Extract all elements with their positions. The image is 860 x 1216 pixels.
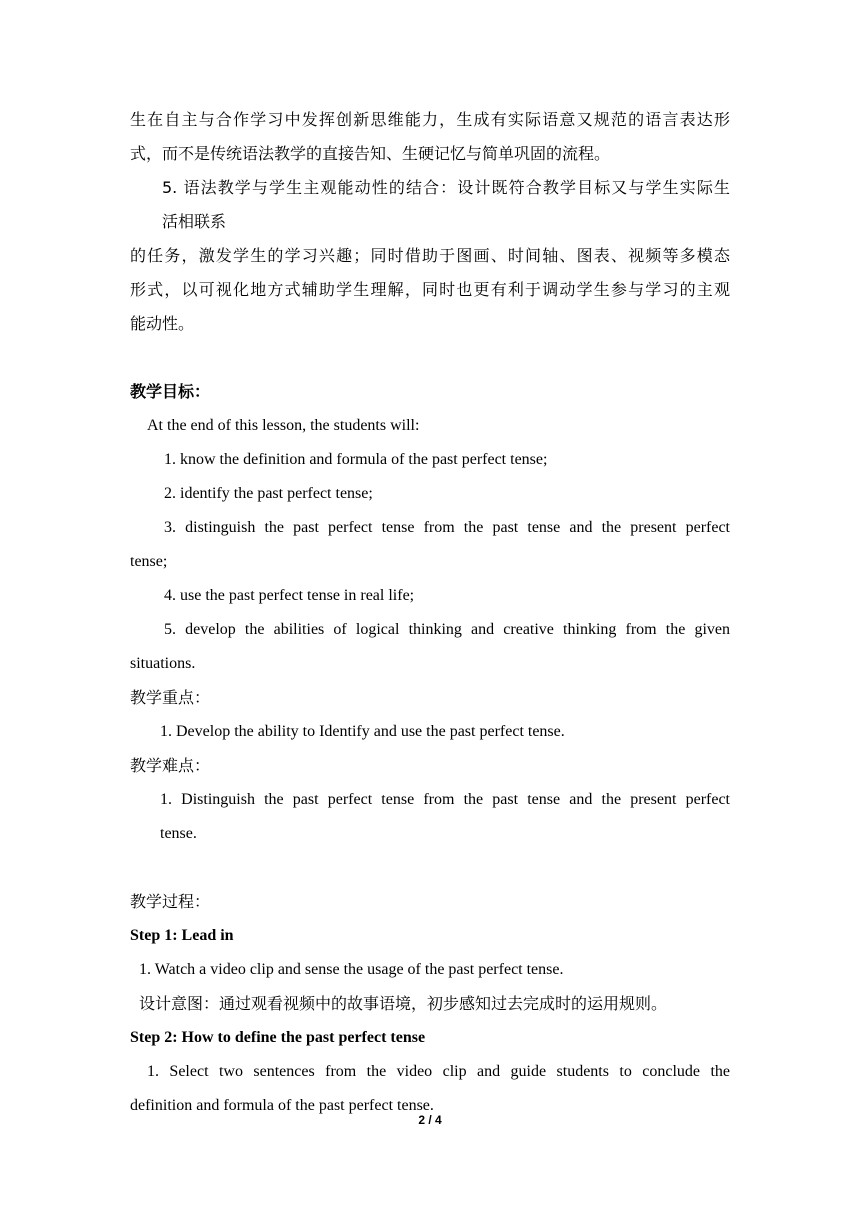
objectives-heading: 教学目标： [130,382,211,401]
key-point-item-1: 1. Develop the ability to Identify and use the past perfect tense. [160,723,565,740]
objective-item-5-a: 5. develop the abilities of logical thinking and creative thinking from the given [164,621,730,638]
objective-item-3-a: 3. distinguish the past perfect tense from the past tense and the present perfect [164,519,730,536]
process-heading: 教学过程： [130,892,211,911]
objective-item-3-b: tense; [130,553,168,570]
point5-line-e: 能动性。 [130,314,195,333]
objective-item-1: 1. know the definition and formula of the past perfect tense; [164,451,548,468]
key-points-heading: 教学重点： [130,688,211,707]
step1-design-intent: 设计意图：通过观看视频中的故事语境，初步感知过去完成时的运用规则。 [139,994,668,1013]
objective-item-2: 2. identify the past perfect tense; [164,485,373,502]
difficulties-heading: 教学难点： [130,756,211,775]
step2-item-b: definition and formula of the past perfect tense. [130,1097,434,1114]
intro-line-2: 式，而不是传统语法教学的直接告知、生硬记忆与简单巩固的流程。 [130,144,611,163]
objectives-lead: At the end of this lesson, the students will: [147,417,420,434]
point5-line-c: 的任务，激发学生的学习兴趣；同时借助于图画、时间轴、图表、视频等多模态 [130,246,730,265]
difficulty-item-1-b: tense. [160,825,197,842]
page-number: 2 / 4 [418,1113,442,1127]
step2-title: Step 2: How to define the past perfect tense [130,1029,426,1046]
point5-line-b: 活相联系 [162,212,227,231]
step1-title: Step 1: Lead in [130,927,234,944]
intro-line-1: 生在自主与合作学习中发挥创新思维能力，生成有实际语意又规范的语言表达形 [130,110,730,129]
point5-line-a: 5. 语法教学与学生主观能动性的结合：设计既符合教学目标又与学生实际生 [162,178,730,197]
difficulty-item-1-a: 1. Distinguish the past perfect tense from the past tense and the present perfect [160,791,730,808]
step2-item-a: 1. Select two sentences from the video clip and guide students to conclude the [147,1063,730,1080]
point5-line-d: 形式，以可视化地方式辅助学生理解，同时也更有利于调动学生参与学习的主观 [130,280,730,299]
step1-item: 1. Watch a video clip and sense the usage of the past perfect tense. [139,961,564,978]
objective-item-4: 4. use the past perfect tense in real life; [164,587,415,604]
objective-item-5-b: situations. [130,655,196,672]
